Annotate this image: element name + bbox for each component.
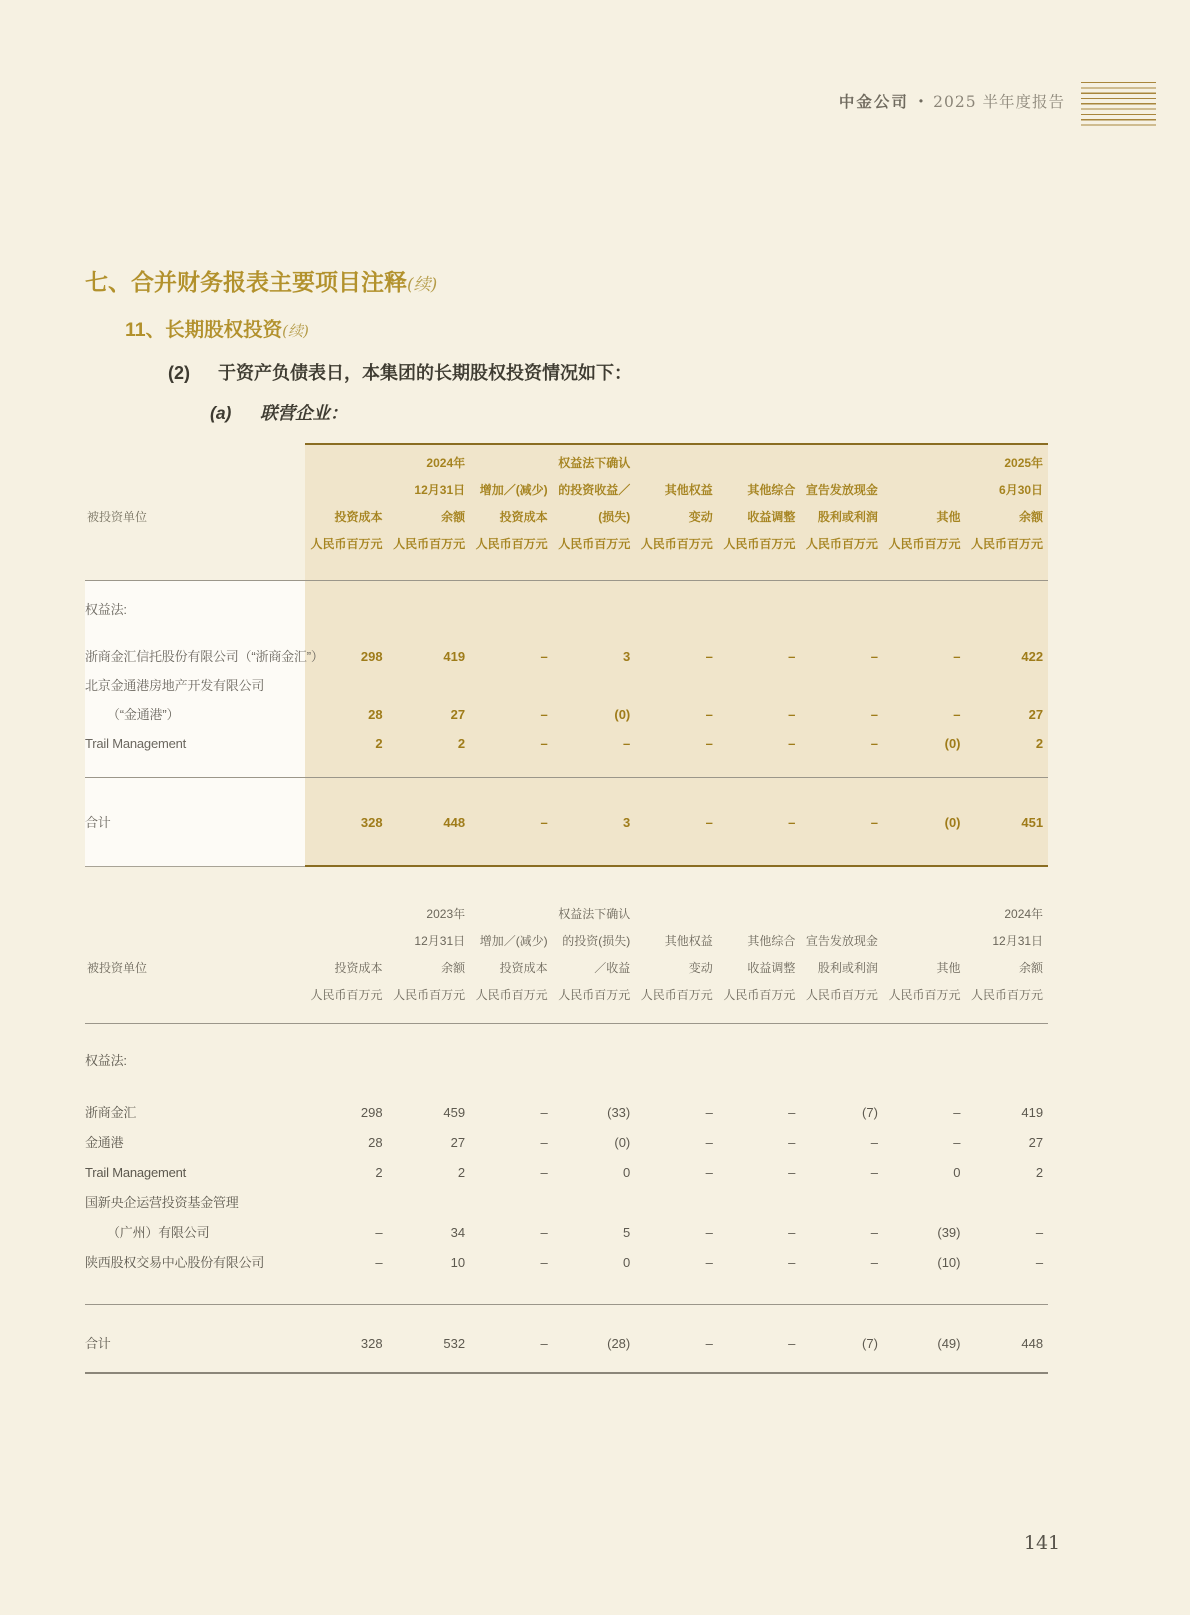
column-header [470, 443, 553, 580]
subitem-text: 联营企业： [260, 403, 348, 423]
table-row [85, 1128, 1048, 1158]
cell-value: 27 [450, 1135, 466, 1150]
cell-value: 451 [1021, 815, 1044, 830]
header-line: 6月30日 [999, 483, 1044, 497]
cell-value [635, 1046, 718, 1076]
cell-value: – [540, 1225, 548, 1240]
cell-value: 298 [360, 649, 383, 664]
cell-value [800, 1188, 883, 1218]
cell-value [966, 1188, 1049, 1218]
row-label: （“金通港”） [107, 707, 180, 722]
header-line: 12月31日 [414, 934, 466, 948]
header-line-spacer [85, 982, 305, 1009]
cell-value [883, 1046, 966, 1076]
table-row [85, 595, 1048, 624]
header-line [883, 450, 966, 477]
cell-value: (7) [862, 1105, 878, 1120]
cell-value: 0 [623, 1165, 631, 1180]
company-name: 中金公司 [838, 94, 909, 111]
column-header [883, 443, 966, 580]
cell-value: 0 [953, 1165, 961, 1180]
column-header [883, 868, 966, 1023]
cell-value: – [870, 1225, 878, 1240]
cell-value [305, 1188, 388, 1218]
header-line: 宣告发放现金 [805, 934, 878, 948]
cell-value: 419 [1021, 1105, 1044, 1120]
header-line [800, 901, 883, 928]
column-header [800, 868, 883, 1023]
total-label: 合计 [85, 1336, 111, 1351]
column-header-investee [85, 868, 305, 1023]
header-line: 人民币百万元 [640, 537, 713, 551]
cell-value [883, 595, 966, 624]
header-line: 人民币百万元 [971, 988, 1044, 1002]
column-header [966, 443, 1049, 580]
header-line: 其他综合 [747, 934, 796, 948]
cell-value: 532 [443, 1336, 466, 1351]
cell-value: – [623, 736, 631, 751]
header-line: 余额 [441, 961, 466, 975]
cell-value: – [705, 1135, 713, 1150]
header-line: 人民币百万元 [888, 537, 961, 551]
total-row [85, 1329, 1048, 1359]
cell-value [800, 595, 883, 624]
cell-value: (0) [614, 1135, 631, 1150]
cell-value: 298 [360, 1105, 383, 1120]
column-header [635, 868, 718, 1023]
cell-value: – [540, 1135, 548, 1150]
row-label: 金通港 [85, 1135, 124, 1150]
cell-value: 459 [443, 1105, 466, 1120]
cell-value [718, 1188, 801, 1218]
cell-value: 2 [1035, 1165, 1044, 1180]
header-line: 2025年 [1004, 456, 1044, 470]
cell-value: (0) [944, 736, 961, 751]
cell-value: – [375, 1255, 383, 1270]
header-line [305, 450, 388, 477]
header-line: 余额 [441, 510, 466, 524]
header-line: 其他权益 [664, 934, 713, 948]
section-title: 七、合并财务报表主要项目注释(续) [85, 269, 438, 295]
cell-value [470, 671, 553, 700]
cell-value: 422 [1021, 649, 1044, 664]
header-line [470, 450, 553, 477]
table-header-row [85, 868, 1048, 1024]
header-line [305, 928, 388, 955]
header-line: 人民币百万元 [723, 988, 796, 1002]
row-label: 陕西股权交易中心股份有限公司 [85, 1255, 265, 1270]
total-row [85, 808, 1048, 837]
header-line [883, 477, 966, 504]
cell-value [305, 671, 388, 700]
cell-value: (39) [937, 1225, 961, 1240]
cell-value: (33) [607, 1105, 631, 1120]
cell-value: – [870, 1255, 878, 1270]
subsection-title: 11、长期股权投资(续) [125, 319, 309, 341]
cell-value: – [788, 1105, 796, 1120]
cell-value [305, 595, 388, 624]
table-row [85, 1248, 1048, 1278]
cell-value: 448 [443, 815, 466, 830]
cell-value: – [788, 1255, 796, 1270]
header-line: 的投资(损失) [562, 934, 631, 948]
cell-value [305, 1046, 388, 1076]
header-line: 投资成本 [499, 961, 548, 975]
cell-value [966, 1046, 1049, 1076]
header-line [470, 901, 553, 928]
column-header [553, 443, 636, 580]
item-text: 于资产负债表日，本集团的长期股权投资情况如下： [218, 363, 632, 383]
cell-value: 2 [375, 1165, 383, 1180]
running-header [839, 90, 1065, 112]
cell-value: – [953, 1135, 961, 1150]
cell-value: – [953, 1105, 961, 1120]
header-line: 2023年 [426, 907, 466, 921]
table-row [85, 1098, 1048, 1128]
cell-value: – [788, 1225, 796, 1240]
cell-value: 448 [1021, 1336, 1044, 1351]
cell-value: – [870, 1135, 878, 1150]
cell-value [470, 595, 553, 624]
cell-value: 27 [1028, 707, 1044, 722]
header-line: (损失) [598, 510, 631, 524]
header-line: 人民币百万元 [310, 537, 383, 551]
header-line: 2024年 [1004, 907, 1044, 921]
column-header [305, 868, 388, 1023]
header-line: 人民币百万元 [558, 537, 631, 551]
cell-value [635, 595, 718, 624]
cell-value [553, 671, 636, 700]
column-header-investee [85, 443, 305, 580]
item-heading [168, 359, 632, 385]
table-total-section [85, 1304, 1048, 1374]
horizontal-lines-icon [1081, 82, 1156, 129]
cell-value: – [788, 1135, 796, 1150]
cell-value: – [705, 1255, 713, 1270]
cell-value: – [788, 1336, 796, 1351]
cell-value [388, 1046, 471, 1076]
row-label: 权益法: [85, 1053, 127, 1068]
cell-value: 2 [457, 1165, 466, 1180]
cell-value [635, 1188, 718, 1218]
row-label: Trail Management [85, 1165, 187, 1180]
table-row [85, 671, 1048, 700]
cell-value [470, 1046, 553, 1076]
header-line: 收益调整 [747, 510, 796, 524]
cell-value [718, 1046, 801, 1076]
header-line: 投资成本 [334, 510, 383, 524]
row-label: （广州）有限公司 [107, 1225, 210, 1240]
cell-value: 0 [623, 1255, 631, 1270]
header-line [883, 901, 966, 928]
cell-value: – [540, 815, 548, 830]
cell-value: 328 [360, 815, 383, 830]
cell-value [718, 671, 801, 700]
cell-value: – [540, 1255, 548, 1270]
cell-value [553, 1188, 636, 1218]
cell-value: 27 [1028, 1135, 1044, 1150]
cell-value: – [1035, 1255, 1044, 1270]
cell-value: – [870, 736, 878, 751]
associates-table-2025 [85, 443, 1048, 867]
continued-mark: (续) [407, 275, 438, 295]
cell-value: (28) [607, 1336, 631, 1351]
cell-value: 27 [450, 707, 466, 722]
header-line: 变动 [688, 961, 713, 975]
cell-value [800, 671, 883, 700]
cell-value [388, 595, 471, 624]
cell-value: (0) [944, 815, 961, 830]
cell-value [470, 1188, 553, 1218]
report-title: 2025 半年度报告 [933, 93, 1065, 111]
header-line: 人民币百万元 [393, 988, 466, 1002]
cell-value: (49) [937, 1336, 961, 1351]
cell-value [553, 1046, 636, 1076]
cell-value: 34 [450, 1225, 466, 1240]
cell-value: 3 [623, 649, 631, 664]
header-line [635, 901, 718, 928]
table-total-section [85, 777, 1048, 867]
row-label: 权益法: [85, 602, 127, 617]
continued-mark: (续) [282, 322, 309, 340]
cell-value [883, 671, 966, 700]
header-line: 被投资单位 [87, 961, 148, 975]
column-header [388, 868, 471, 1023]
cell-value: – [705, 1225, 713, 1240]
header-line: 投资成本 [334, 961, 383, 975]
cell-value: – [705, 1336, 713, 1351]
row-label: Trail Management [85, 736, 187, 751]
column-header [966, 868, 1049, 1023]
cell-value: – [540, 736, 548, 751]
cell-value: 419 [443, 649, 466, 664]
header-line: 人民币百万元 [723, 537, 796, 551]
header-line: 人民币百万元 [971, 537, 1044, 551]
header-line: 人民币百万元 [805, 988, 878, 1002]
table-body [85, 1024, 1048, 1304]
column-header [718, 868, 801, 1023]
table-row [85, 700, 1048, 729]
cell-value [883, 1188, 966, 1218]
table-row [85, 642, 1048, 671]
header-line: 人民币百万元 [310, 988, 383, 1002]
cell-value: – [540, 649, 548, 664]
header-line: 股利或利润 [817, 961, 878, 975]
cell-value: – [705, 736, 713, 751]
cell-value [966, 671, 1049, 700]
cell-value: – [870, 815, 878, 830]
bullet-separator-icon: • [918, 94, 924, 108]
cell-value: 3 [623, 815, 631, 830]
cell-value: 2 [375, 736, 383, 751]
header-line: 收益调整 [747, 961, 796, 975]
table-row [85, 1046, 1048, 1076]
cell-value: – [705, 707, 713, 722]
cell-value: – [705, 649, 713, 664]
cell-value: – [705, 1105, 713, 1120]
cell-value: – [540, 1336, 548, 1351]
header-line: 12月31日 [992, 934, 1044, 948]
column-header [305, 443, 388, 580]
header-line: 权益法下确认 [558, 907, 631, 921]
table-row [85, 1188, 1048, 1218]
item-number: (2) [168, 363, 190, 383]
table-row [85, 1218, 1048, 1248]
row-label: 浙商金汇 [85, 1105, 137, 1120]
cell-value: – [540, 1165, 548, 1180]
associates-table-2024 [85, 868, 1048, 1374]
cell-value: 28 [368, 1135, 383, 1150]
header-line: 人民币百万元 [805, 537, 878, 551]
header-line: 人民币百万元 [475, 537, 548, 551]
cell-value: (10) [937, 1255, 961, 1270]
cell-value: – [1035, 1225, 1044, 1240]
table-body [85, 581, 1048, 777]
header-line: 被投资单位 [87, 510, 148, 524]
header-line: 其他 [936, 961, 961, 975]
row-label: 国新央企运营投资基金管理 [85, 1195, 239, 1210]
cell-value: – [705, 815, 713, 830]
row-label: 浙商金汇信托股份有限公司（“浙商金汇”） [85, 649, 324, 664]
header-line: 其他综合 [747, 483, 796, 497]
row-label: 北京金通港房地产开发有限公司 [85, 678, 265, 693]
cell-value: – [870, 649, 878, 664]
cell-value: – [870, 1165, 878, 1180]
header-line [800, 450, 883, 477]
header-line: 变动 [688, 510, 713, 524]
header-line: 增加／(减少) [479, 934, 548, 948]
cell-value: – [870, 707, 878, 722]
cell-value [800, 1046, 883, 1076]
cell-value: 5 [623, 1225, 631, 1240]
column-header [635, 443, 718, 580]
cell-value: – [705, 1165, 713, 1180]
header-line: 投资成本 [499, 510, 548, 524]
header-line: 2024年 [426, 456, 466, 470]
cell-value: (0) [614, 707, 631, 722]
header-line: 余额 [1019, 510, 1044, 524]
header-line: 的投资收益／ [558, 483, 631, 497]
cell-value: 328 [360, 1336, 383, 1351]
subitem-number: (a) [210, 403, 232, 423]
cell-value [718, 595, 801, 624]
header-line: 余额 [1019, 961, 1044, 975]
table-row [85, 729, 1048, 758]
cell-value: – [788, 1165, 796, 1180]
cell-value: 2 [1035, 736, 1044, 751]
column-header [800, 443, 883, 580]
header-line [883, 928, 966, 955]
cell-value [553, 595, 636, 624]
table-header-row [85, 443, 1048, 581]
subitem-heading [210, 400, 348, 425]
cell-value: (7) [862, 1336, 878, 1351]
header-line: 股利或利润 [817, 510, 878, 524]
cell-value: – [788, 736, 796, 751]
header-line-spacer [85, 531, 305, 558]
cell-value: 28 [368, 707, 383, 722]
header-line: 权益法下确认 [558, 456, 631, 470]
cell-value: – [788, 649, 796, 664]
header-line: 12月31日 [414, 483, 466, 497]
header-line: 人民币百万元 [475, 988, 548, 1002]
header-line [305, 901, 388, 928]
header-line: 人民币百万元 [393, 537, 466, 551]
header-line [718, 450, 801, 477]
cell-value [966, 595, 1049, 624]
header-line: 人民币百万元 [640, 988, 713, 1002]
header-line [305, 477, 388, 504]
column-header [470, 868, 553, 1023]
cell-value [635, 671, 718, 700]
column-header [388, 443, 471, 580]
header-line: 宣告发放现金 [805, 483, 878, 497]
header-line: 其他 [936, 510, 961, 524]
header-line: ／收益 [594, 961, 631, 975]
cell-value [388, 1188, 471, 1218]
cell-value: – [788, 707, 796, 722]
cell-value: – [953, 707, 961, 722]
header-line [635, 450, 718, 477]
column-header [718, 443, 801, 580]
header-line: 其他权益 [664, 483, 713, 497]
page-number: 141 [1023, 1532, 1061, 1554]
cell-value: 10 [450, 1255, 466, 1270]
header-line: 人民币百万元 [558, 988, 631, 1002]
header-line: 人民币百万元 [888, 988, 961, 1002]
cell-value: – [788, 815, 796, 830]
header-line: 增加／(减少) [479, 483, 548, 497]
total-label: 合计 [85, 815, 111, 830]
cell-value: 2 [457, 736, 466, 751]
cell-value: – [375, 1225, 383, 1240]
cell-value [388, 671, 471, 700]
cell-value: – [540, 1105, 548, 1120]
table-row [85, 1158, 1048, 1188]
header-line [718, 901, 801, 928]
cell-value: – [953, 649, 961, 664]
column-header [553, 868, 636, 1023]
cell-value: – [540, 707, 548, 722]
